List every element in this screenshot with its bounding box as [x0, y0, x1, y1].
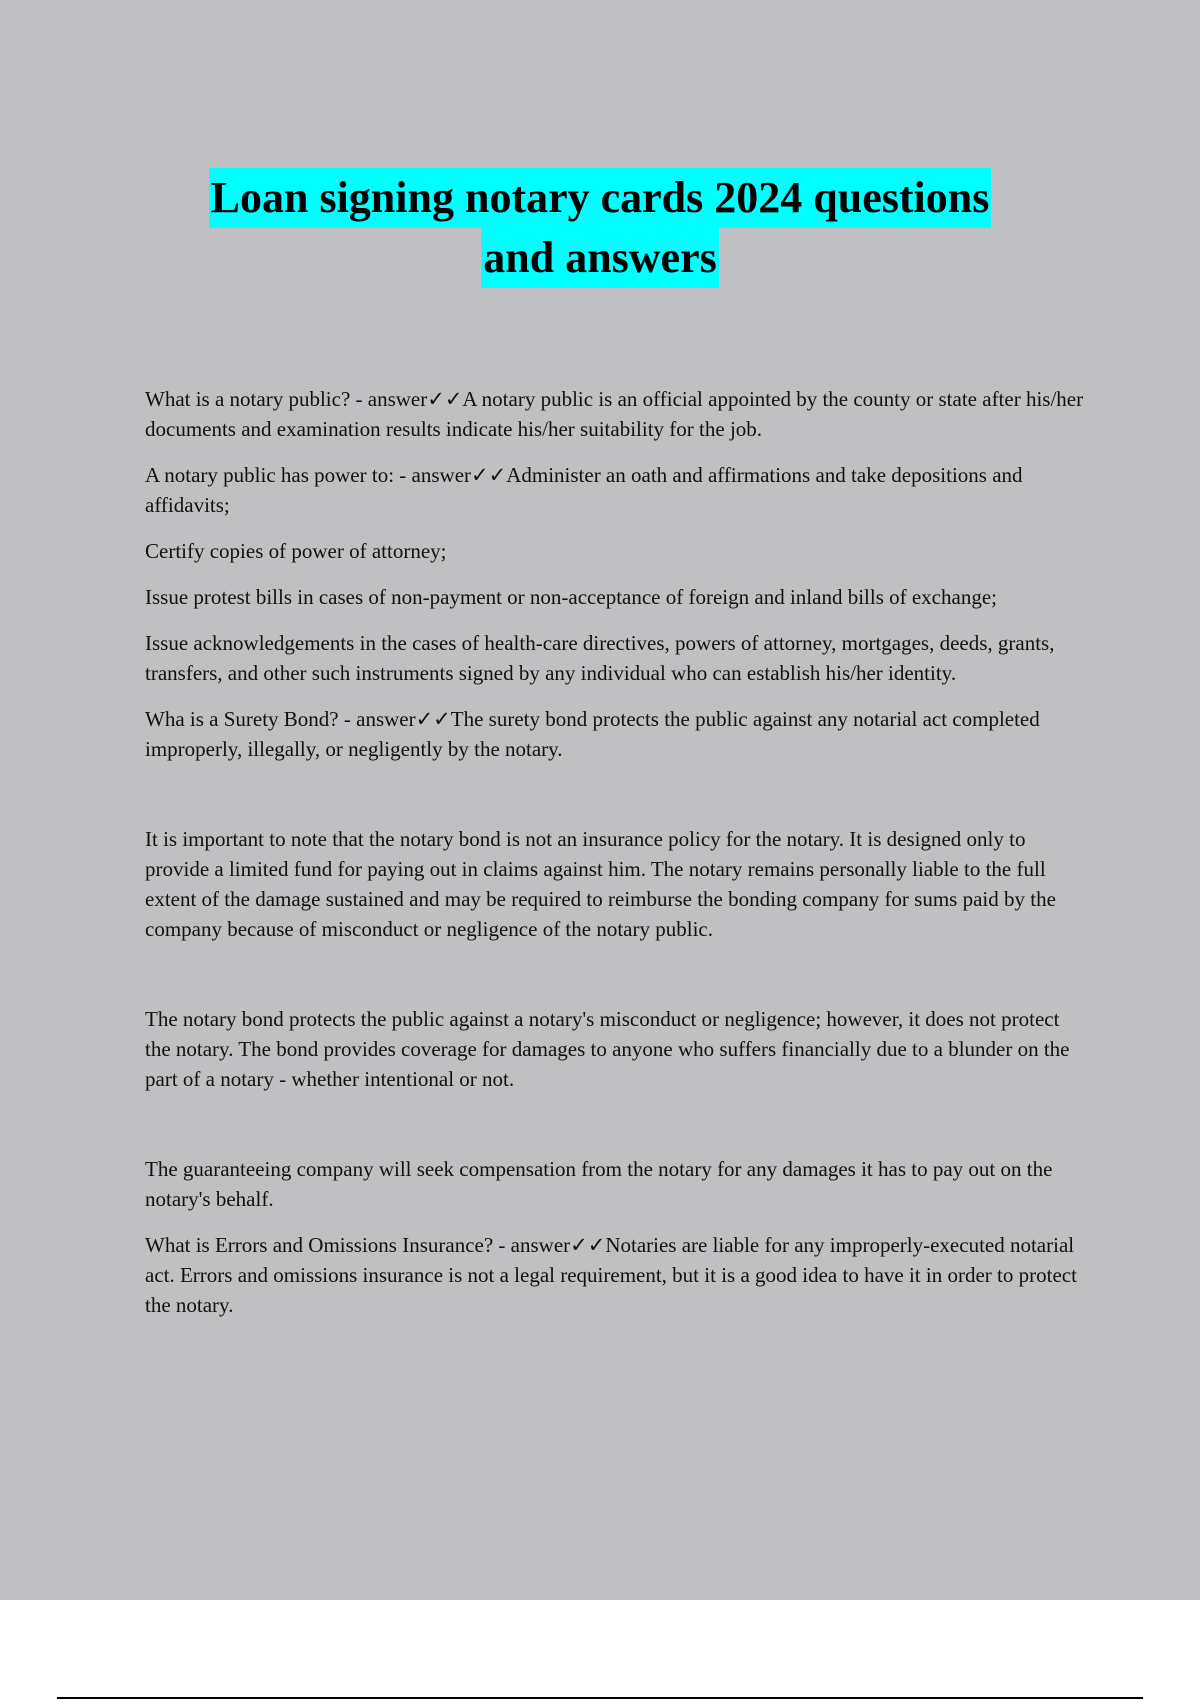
document-body	[145, 384, 1090, 1336]
paragraph-notary-powers: A notary public has power to: - answer✓✓Administer an oath and affirmations and take depositions and affidavits;	[145, 463, 1023, 517]
title-line-1: Loan signing notary cards 2024 questions	[209, 168, 992, 228]
paragraph-guaranteeing-company: The guaranteeing company will seek compensation from the notary for any damages it has to pay out on the notary's behalf.	[145, 1157, 1053, 1211]
paragraph-acknowledgements: Issue acknowledgements in the cases of health-care directives, powers of attorney, mortgages, deeds, grants, transfers, and other such instruments signed by any individual who can establish his/her identity.	[145, 631, 1055, 685]
paragraph-errors-omissions: What is Errors and Omissions Insurance? - answer✓✓Notaries are liable for any improperly-executed notarial act. Errors and omissions insurance is not a legal requirement, but it is a good idea to have it in order to protect the notary.	[145, 1233, 1077, 1317]
paragraph-certify-copies: Certify copies of power of attorney;	[145, 539, 447, 563]
paragraph-notary-public: What is a notary public? - answer✓✓A notary public is an official appointed by the county or state after his/her documents and examination results indicate his/her suitability for the job.	[145, 387, 1084, 441]
paragraph-bond-protects-public: The notary bond protects the public against a notary's misconduct or negligence; however, it does not protect the notary. The bond provides coverage for damages to anyone who suffers financially due to a blunder on the part of a notary - whether intentional or not.	[145, 1007, 1070, 1091]
paragraph-bond-not-insurance: It is important to note that the notary bond is not an insurance policy for the notary. It is designed only to provide a limited fund for paying out in claims against him. The notary remains personally liable to the full extent of the damage sustained and may be required to reimburse the bonding company for sums paid by the company because of misconduct or negligence of the notary public.	[145, 827, 1056, 941]
paragraph-surety-bond: Wha is a Surety Bond? - answer✓✓The surety bond protects the public against any notarial act completed improperly, illegally, or negligently by the notary.	[145, 707, 1040, 761]
document-title	[0, 168, 1200, 288]
title-line-2: and answers	[481, 228, 719, 288]
paragraph-protest-bills: Issue protest bills in cases of non-payment or non-acceptance of foreign and inland bills of exchange;	[145, 585, 997, 609]
footer-divider	[57, 1697, 1143, 1699]
